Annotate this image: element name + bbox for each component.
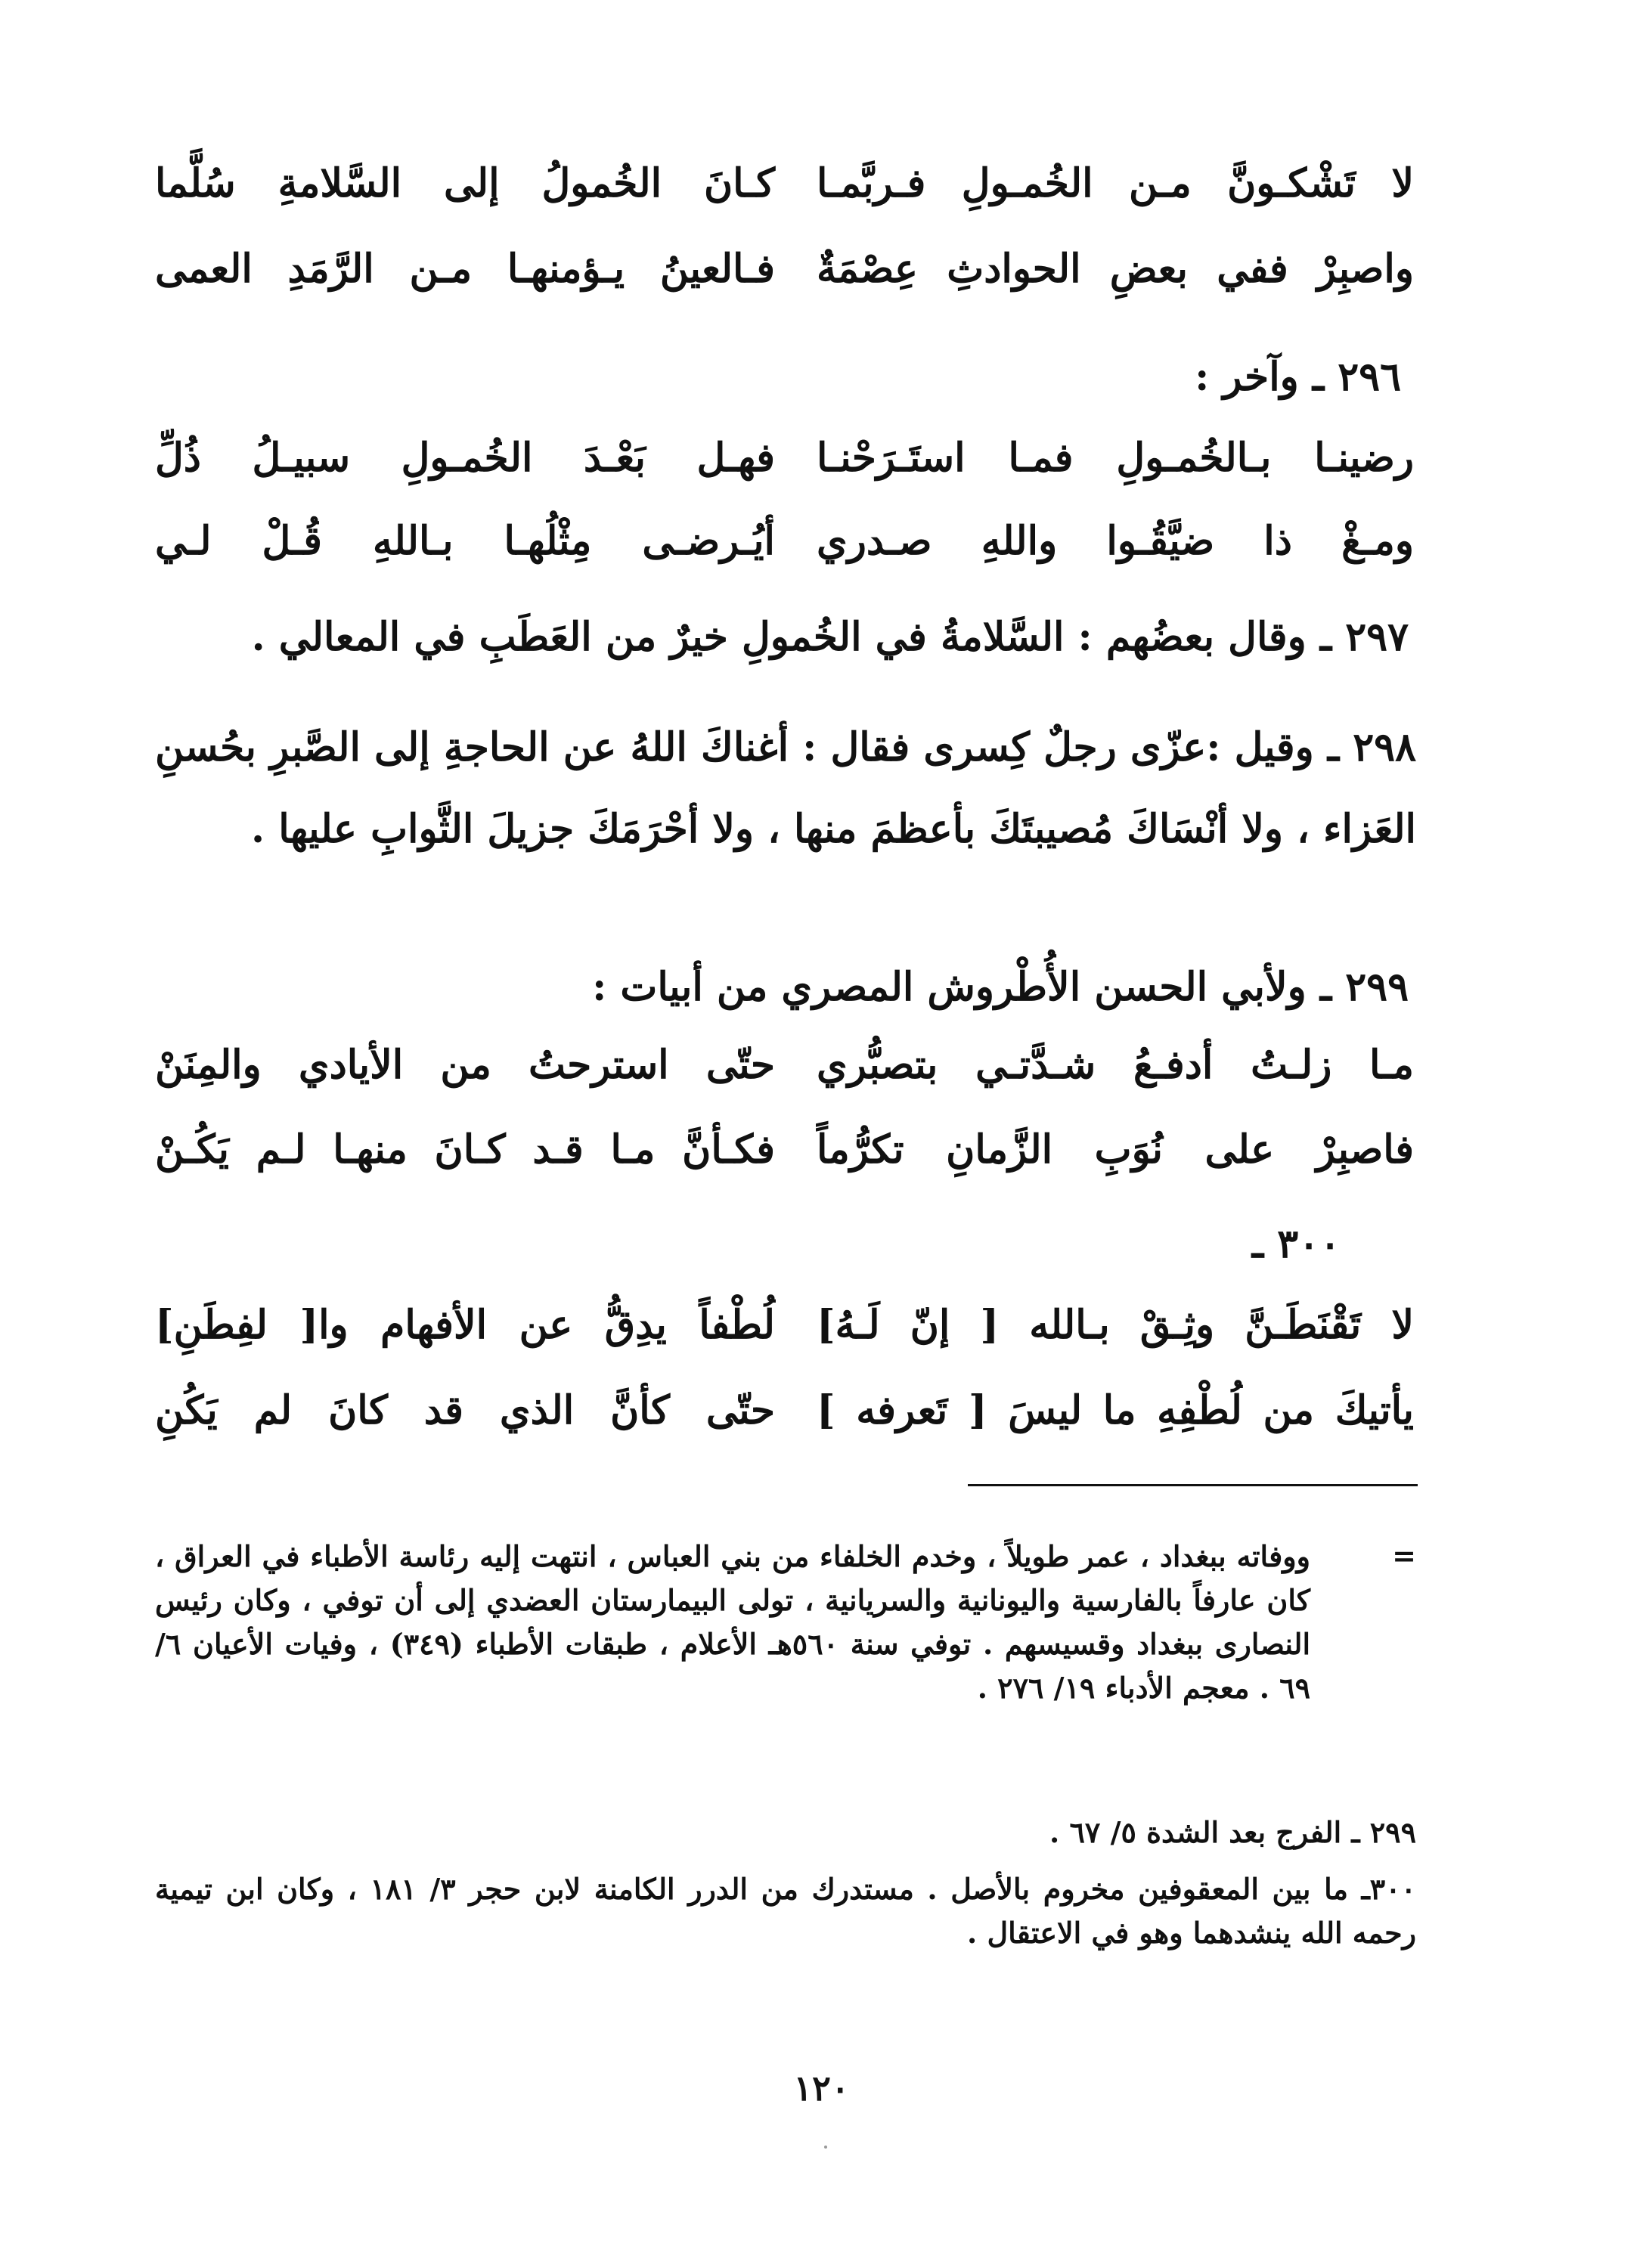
verse-line <box>155 1302 1414 1362</box>
footnote-continuation: ووفاته ببغداد ، عمر طويلاً ، وخدم الخلفاء من بني العباس ، انتهت إليه رئاسة الأطباء في العراق ، كان عارفاً بالفارسية واليونانية والسريانية ، تولى البيمارستان العضدي إلى أن توفي ، وكان رئيس النصارى ببغداد وقسيسهم . توفي سنة ٥٦٠هـ الأعلام ، طبقات الأطباء (٣٤٩) ، وفيات الأعيان ٦/ ٦٩ . معجم الأدباء ١٩/ ٢٧٦ . <box>155 1539 1311 1705</box>
footnote-299: ٢٩٩ ـ الفرج بعد الشدة ٥/ ٦٧ . <box>1049 1815 1416 1849</box>
verse-first-hemistich: ومـغْ ذا ضيَّقُـوا واللهِ صـدري <box>817 518 1414 564</box>
verse-line <box>155 160 1414 221</box>
entry-296-label: ٢٩٦ ـ وآخر : <box>1195 354 1401 400</box>
verse-first-hemistich: لا تَشْكـونَّ مـن الخُمـولِ فـربَّمـا <box>817 160 1414 206</box>
verse-line <box>155 1126 1414 1187</box>
footnote-separator <box>968 1484 1418 1486</box>
entry-299-label: ٢٩٩ ـ ولأبي الحسن الأُطْروش المصري من أبيات : <box>592 964 1409 1010</box>
page-number: ١٢٠ <box>793 2068 850 2108</box>
entry-298-text: ٢٩٨ ـ وقيل :عزّى رجلٌ كِسرى فقال : أغناكَ اللهُ عن الحاجةِ إلى الصَّبرِ بحُسنِ العَزاء ، ولا أنْسَاكَ مُصيبتَكَ بأعظمَ منها ، ولا أحْرَمَكَ جزيلَ الثَّوابِ عليها . <box>155 724 1416 852</box>
verse-line <box>155 518 1414 578</box>
verse-second-hemistich: فـالعينُ يـؤمنهـا مـن الرَّمَدِ العمى <box>155 246 775 292</box>
verse-second-hemistich: حتّى استرحتُ من الأيادي والمِنَنْ <box>155 1042 775 1088</box>
verse-line <box>155 1387 1414 1448</box>
verse-second-hemistich: حتّى كأنَّ الذي قد كانَ لم يَكُنِ <box>155 1387 775 1433</box>
verse-first-hemistich: واصبِرْ ففي بعضِ الحوادثِ عِصْمَةٌ <box>817 246 1414 292</box>
footnote-continuation-marker: = <box>1392 1538 1416 1572</box>
verse-first-hemistich: لا تَقْنَطَـنَّ وثِـقْ بـالله [ إنّ لَـهُ] <box>817 1302 1414 1348</box>
verse-second-hemistich: لُطْفاً يدِقُّ عن الأفهام وا[ لفِطَنِ] <box>155 1302 775 1348</box>
verse-first-hemistich: فاصبِرْ على نُوَبِ الزَّمانِ تكرُّماً <box>817 1126 1414 1173</box>
verse-second-hemistich: فكـأنَّ مـا قـد كـانَ منهـا لـم يَكُـنْ <box>155 1126 775 1173</box>
verse-line <box>155 1042 1414 1102</box>
entry-297: ٢٩٧ ـ وقال بعضُهم : السَّلامةُ في الخُمولِ خيرٌ من العَطَبِ في المعالي . <box>251 614 1409 660</box>
verse-second-hemistich: كـانَ الخُمولُ إلى السَّلامةِ سُلَّما <box>155 160 775 206</box>
verse-second-hemistich: فهـل بَعْـدَ الخُمـولِ سبيـلُ ذُلِّ <box>155 435 775 481</box>
footnote-300: ٣٠٠ـ ما بين المعقوفين مخروم بالأصل . مستدرك من الدرر الكامنة لابن حجر ٣/ ١٨١ ، وكان ابن تيمية رحمه الله ينشدهما وهو في الاعتقال . <box>155 1872 1417 1950</box>
entry-300-label: ٣٠٠ ـ <box>1251 1221 1341 1267</box>
verse-line <box>155 435 1414 495</box>
scan-speck <box>824 2146 827 2149</box>
verse-first-hemistich: مـا زلـتُ أدفـعُ شـدَّتـي بتصبُّري <box>817 1042 1414 1088</box>
verse-first-hemistich: رضينـا بـالخُمـولِ فمـا استَـرَحْنـا <box>817 435 1414 481</box>
verse-line <box>155 246 1414 306</box>
entry-298 <box>155 707 1416 870</box>
verse-first-hemistich: يأتيكَ من لُطْفِهِ ما ليسَ [ تَعرفه ] <box>817 1387 1414 1433</box>
verse-second-hemistich: أيُـرضـى مِثْلُهـا بـاللهِ قُـلْ لـي <box>155 518 775 564</box>
